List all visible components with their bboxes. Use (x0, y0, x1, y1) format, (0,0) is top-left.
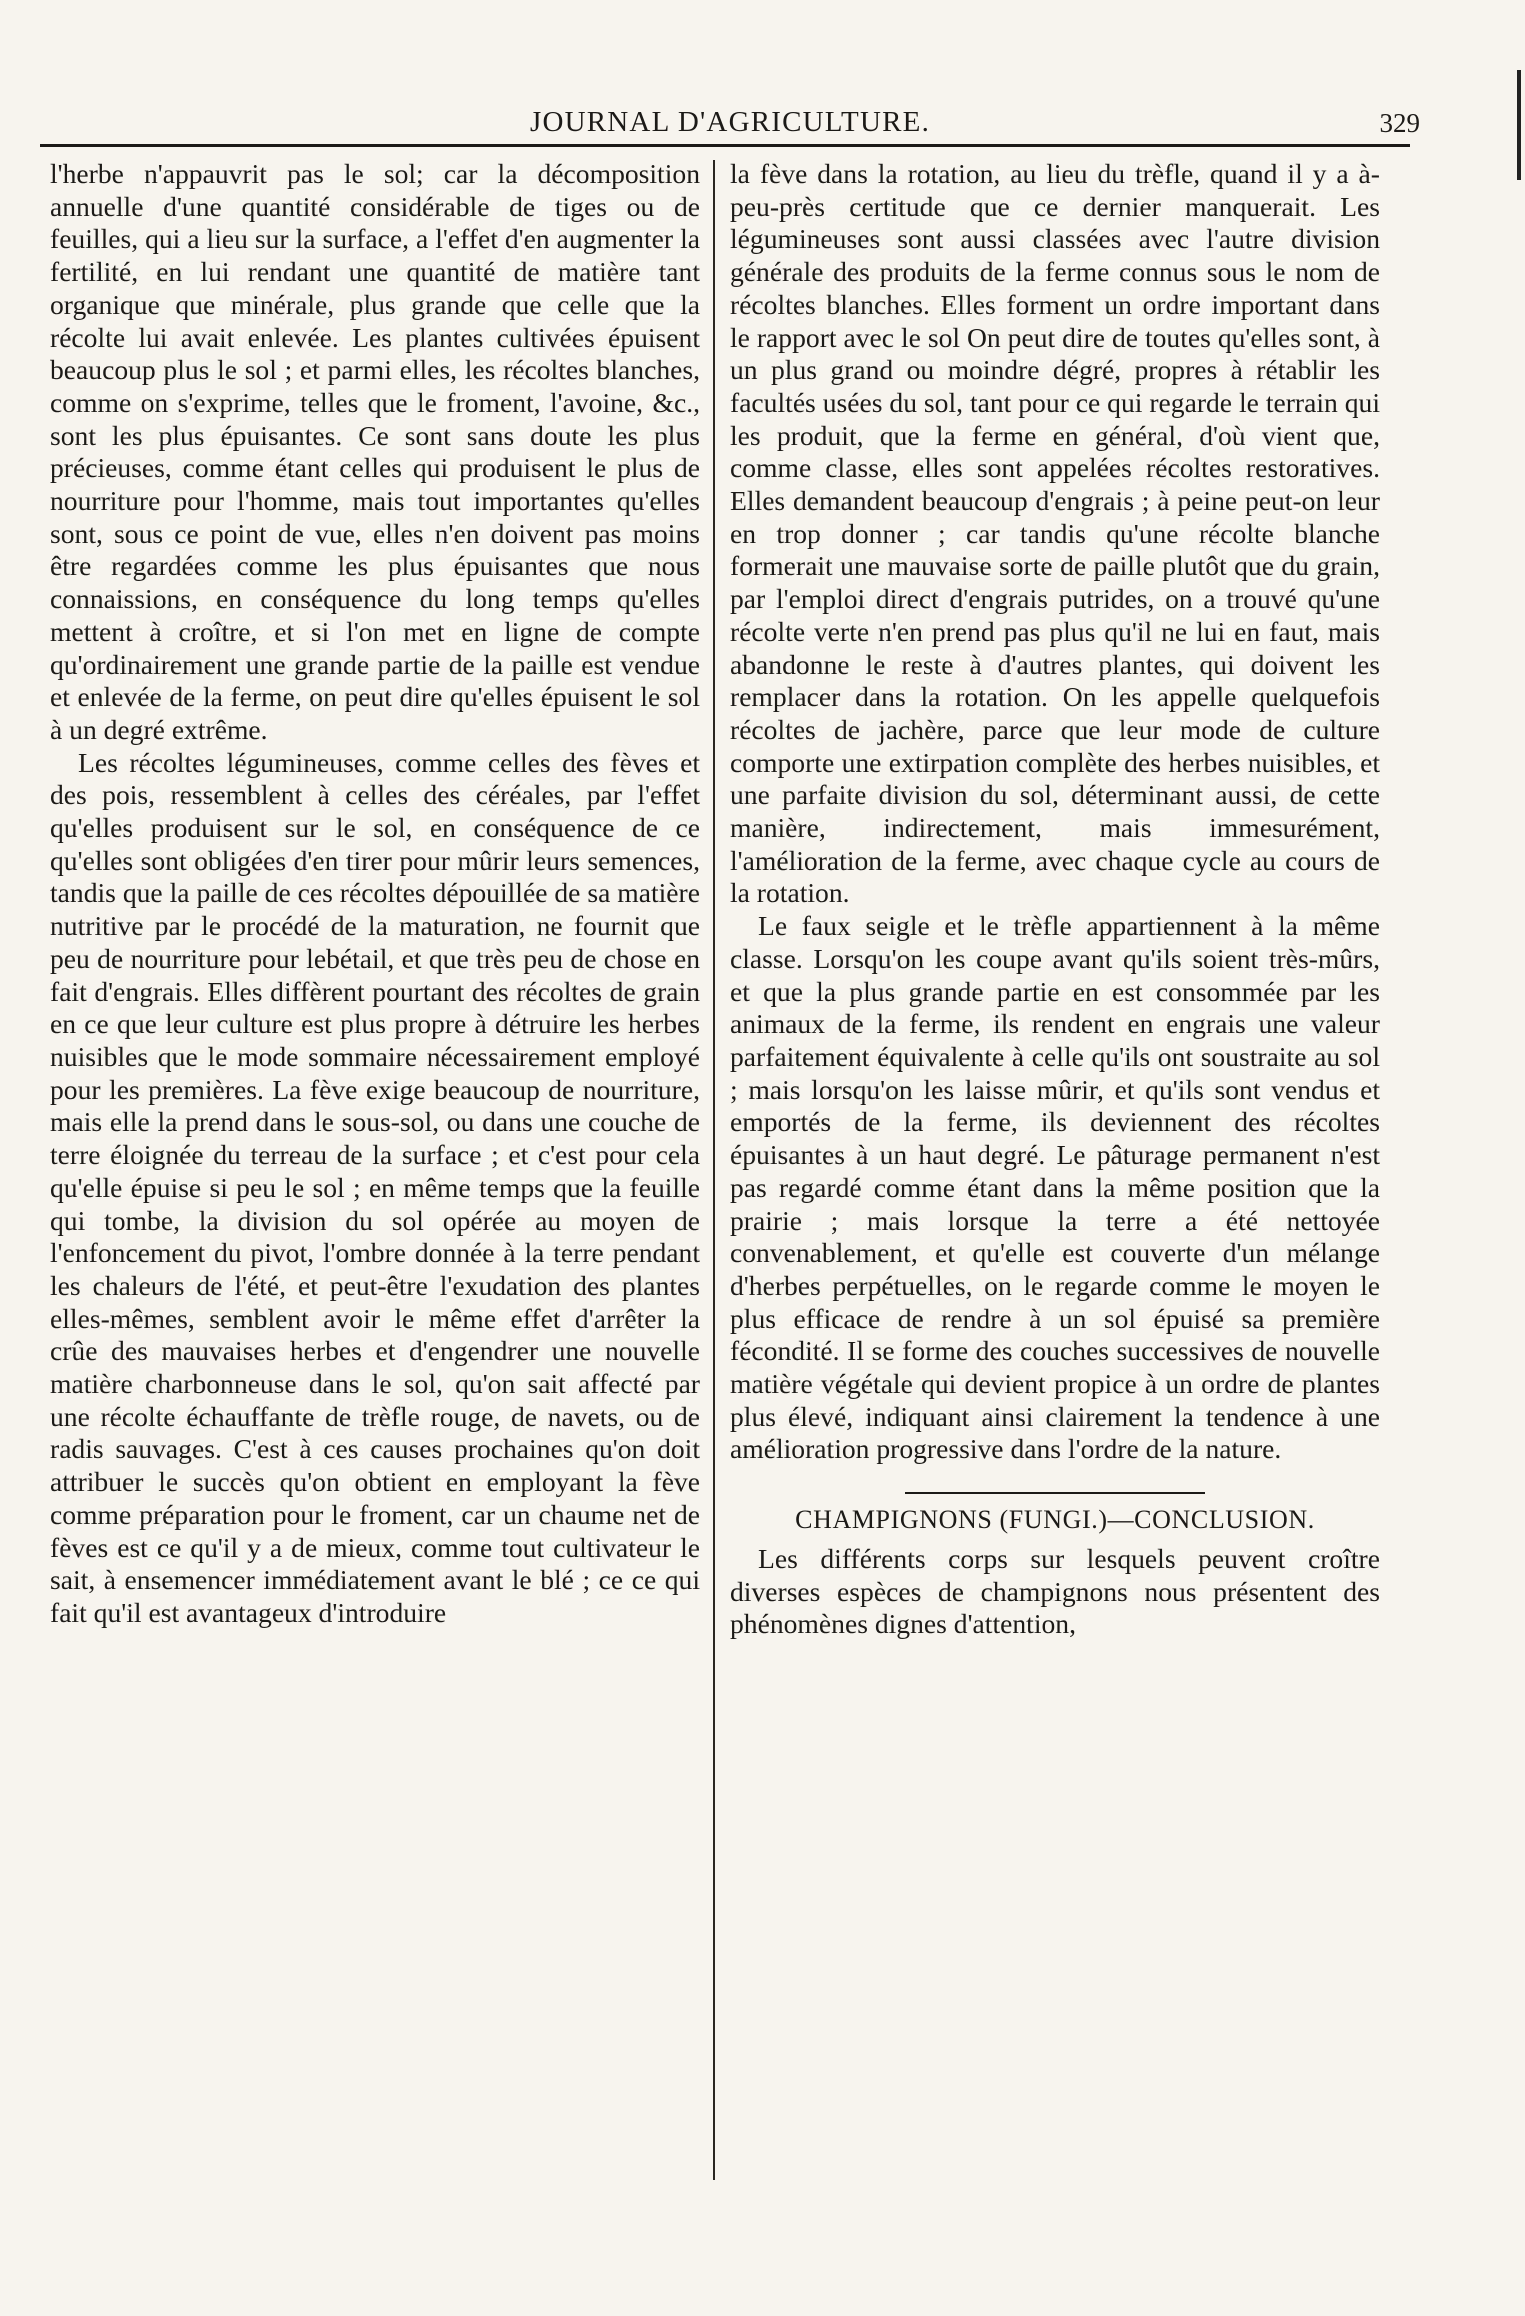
left-paragraph-1: l'herbe n'appauvrit pas le sol; car la décomposition annuelle d'une quantité considérable de tiges ou de feuilles, qui a lieu sur la surface, a l'effet d'en augmenter la fertilité, en lui rendant une quantité de matière tant organique que minérale, plus grande que celle que la récolte lui avait enlevée. Les plantes cultivées épuisent beaucoup plus le sol ; et parmi elles, les récoltes blanches, comme on s'exprime, telles que le froment, l'avoine, &c., sont les plus épuisantes. Ce sont sans doute les plus précieuses, comme étant celles qui produisent le plus de nourriture pour l'homme, mais tout importantes qu'elles sont, sous ce point de vue, elles n'en doivent pas moins être regardées comme les plus épuisantes que nous connaissions, en conséquence du long temps qu'elles mettent à croître, et si l'on met en ligne de compte qu'ordinairement une grande partie de la paille est vendue et enlevée de la ferme, on peut dire qu'elles épuisent le sol à un degré extrême. (50, 158, 700, 745)
right-paragraph-1: la fève dans la rotation, au lieu du trèfle, quand il y a à-peu-près certitude que ce dernier manquerait. Les légumineuses sont aussi classées avec l'autre division générale des produits de la ferme connus sous le nom de récoltes blanches. Elles forment un ordre important dans le rapport avec le sol On peut dire de toutes qu'elles sont, à un plus grand ou moindre dégré, propres à rétablir les facultés usées du sol, tant pour ce qui regarde le terrain qui les produit, que la ferme en général, d'où vient que, comme classe, elles sont appelées récoltes restoratives. Elles demandent beaucoup d'engrais ; à peine peut-on leur en trop donner ; car tandis qu'une récolte blanche formerait une mauvaise sorte de paille plutôt que du grain, par l'emploi direct d'engrais putrides, on a trouvé qu'une récolte verte n'en prend pas plus qu'il ne lui en faut, mais abandonne le reste à d'autres plantes, qui doivent les remplacer dans la rotation. On les appelle quelquefois récoltes de jachère, parce que leur mode de culture comporte une extirpation complète des herbes nuisibles, et une parfaite division du sol, déterminant aussi, de cette manière, indirectement, mais immesurément, l'amélioration de la ferme, avec chaque cycle au cours de la rotation. (730, 158, 1380, 909)
left-paragraph-2: Les récoltes légumineuses, comme celles des fèves et des pois, ressemblent à celles des céréales, par l'effet qu'elles produisent sur le sol, en conséquence de ce qu'elles sont obligées d'en tirer pour mûrir leurs semences, tandis que la paille de ces récoltes dépouillée de sa matière nutritive par le procédé de la maturation, ne fournit que peu de nourriture pour lebétail, et que très peu de chose en fait d'engrais. Elles diffèrent pourtant des récoltes de grain en ce que leur culture est plus propre à détruire les herbes nuisibles que le mode sommaire nécessairement employé pour les premières. La fève exige beaucoup de nourriture, mais elle la prend dans le sous-sol, ou dans une couche de terre éloignée du terreau de la surface ; et c'est pour cela qu'elle épuise si peu le sol ; en même temps que la feuille qui tombe, la division du sol opérée au moyen de l'enfoncement du pivot, l'ombre donnée à la terre pendant les chaleurs de l'été, et peut-être l'exudation des plantes elles-mêmes, semblent avoir le même effet d'arrêter la crûe des mauvaises herbes et d'engendrer une nouvelle matière charbonneuse dans le sol, qu'on sait affecté par une récolte échauffante de trèfle rouge, de navets, ou de radis sauvages. C'est à ces causes prochaines qu'on doit attribuer le succès qu'on obtient en employant la fève comme préparation pour le froment, car un chaume net de fèves est ce qu'il y a de mieux, comme tout cultivateur le sait, à ensemencer immédiatement avant le blé ; ce ce qui fait qu'il est avantageux d'introduire (50, 746, 700, 1628)
page-header (40, 100, 1420, 144)
column-divider (713, 160, 715, 2180)
running-title: JOURNAL D'AGRICULTURE. (529, 106, 931, 138)
left-column (50, 158, 700, 1630)
header-rule (40, 144, 1410, 147)
page-number: 329 (1379, 108, 1420, 138)
section-rule (905, 1492, 1205, 1494)
page-edge-mark (1517, 70, 1521, 180)
right-paragraph-2: Le faux seigle et le trèfle appartiennent à la même classe. Lorsqu'on les coupe avant qu'ils soient très-mûrs, et que la plus grande partie en est consommée par les animaux de la ferme, ils rendent en engrais une valeur parfaitement équivalente à celle qu'ils ont soustraite au sol ; mais lorsqu'on les laisse mûrir, et qu'ils sont vendus et emportés de la ferme, ils deviennent des récoltes épuisantes à un haut degré. Le pâturage permanent n'est pas regardé comme étant dans la même position que la prairie ; mais lorsque la terre a été nettoyée convenablement, et qu'elle est couverte d'un mélange d'herbes perpétuelles, on le regarde comme le moyen le plus efficace de rendre à un sol épuisé sa première fécondité. Il se forme des couches successives de nouvelle matière végétale qui devient propice à un ordre de plantes plus élevé, indiquant ainsi clairement la tendence à une amélioration progressive dans l'ordre de la nature. (730, 910, 1380, 1465)
right-column (730, 158, 1380, 1641)
section-paragraph: Les différents corps sur lesquels peuvent croître diverses espèces de champignons nous présentent des phénomènes dignes d'attention, (730, 1542, 1380, 1640)
section-heading: CHAMPIGNONS (FUNGI.)—CONCLUSION. (795, 1505, 1315, 1535)
